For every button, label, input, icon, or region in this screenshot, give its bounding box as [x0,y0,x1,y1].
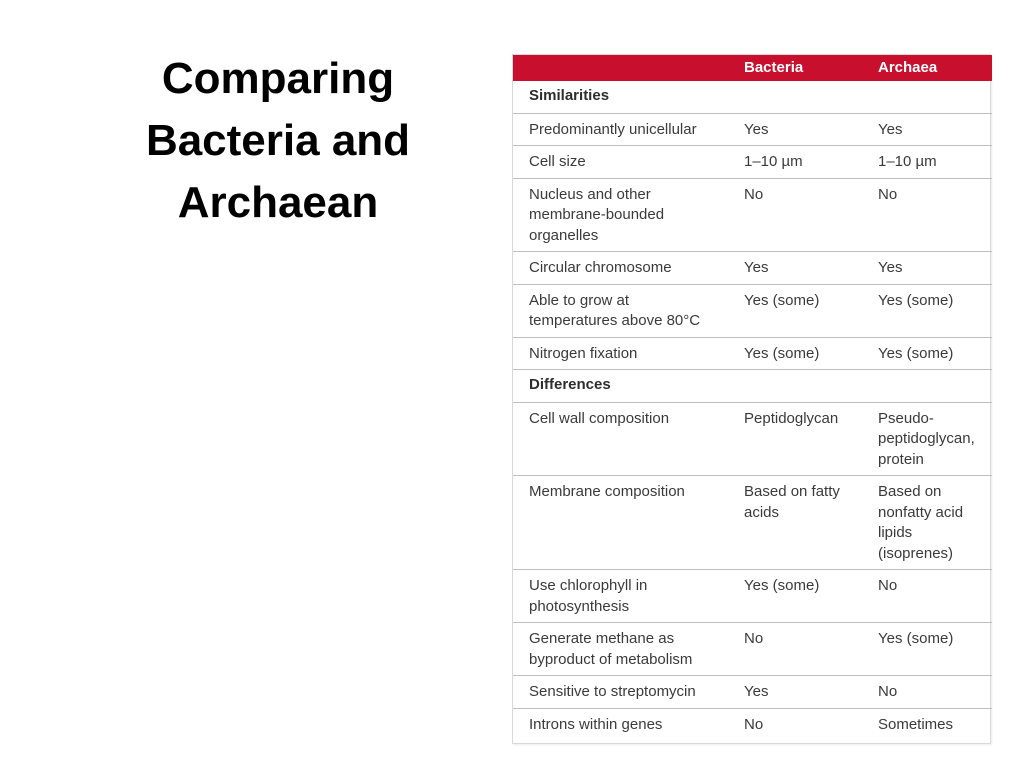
bacteria-cell: Yes (some) [728,337,862,370]
feature-cell: Cell size [513,146,728,179]
archaea-cell: Yes (some) [862,284,992,337]
comparison-table [513,55,992,747]
bacteria-cell: Based on fatty acids [728,476,862,570]
feature-cell: Membrane composition [513,476,728,570]
feature-cell: Generate methane as byproduct of metabolism [513,623,728,676]
feature-cell: Nucleus and other membrane-bounded organelles [513,178,728,252]
table-row [513,284,992,337]
archaea-cell: Yes (some) [862,623,992,676]
table-row [513,476,992,570]
table-row [513,178,992,252]
archaea-cell: No [862,570,992,623]
table-row [513,570,992,623]
section-label: Similarities [529,87,610,104]
feature-cell: Able to grow at temperatures above 80°C [513,284,728,337]
bacteria-cell: Yes [728,676,862,709]
table-row [513,146,992,179]
archaea-cell: Based on nonfatty acid lipids (isoprenes) [862,476,992,570]
table-row [513,252,992,285]
header-bacteria: Bacteria [744,59,804,76]
archaea-cell: Pseudo-peptidoglycan, protein [862,402,992,476]
section-row-similarities [513,81,992,113]
feature-cell: Introns within genes [513,708,728,747]
bacteria-cell: 1–10 µm [728,146,862,179]
header-archaea: Archaea [878,59,938,76]
feature-cell: Predominantly unicellular [513,113,728,146]
archaea-cell: Yes [862,252,992,285]
header-feature [513,55,728,81]
bacteria-cell: No [728,178,862,252]
table-row [513,708,992,747]
comparison-table-container [512,54,991,744]
table-row [513,676,992,709]
table-row [513,402,992,476]
section-row-differences [513,370,992,403]
slide-title [78,48,478,234]
table-row [513,623,992,676]
table-row [513,337,992,370]
feature-cell: Circular chromosome [513,252,728,285]
bacteria-cell: Peptidoglycan [728,402,862,476]
slide-title-line-3: Archaean [177,178,379,227]
slide-title-line-2: Bacteria and [145,116,411,165]
bacteria-cell: Yes (some) [728,570,862,623]
feature-cell: Cell wall composition [513,402,728,476]
archaea-cell: Sometimes [862,708,992,747]
archaea-cell: No [862,178,992,252]
archaea-cell: Yes (some) [862,337,992,370]
table-row [513,113,992,146]
archaea-cell: No [862,676,992,709]
feature-cell: Nitrogen fixation [513,337,728,370]
bacteria-cell: Yes (some) [728,284,862,337]
archaea-cell: Yes [862,113,992,146]
feature-cell: Use chlorophyll in photosynthesis [513,570,728,623]
slide-title-line-1: Comparing [161,54,395,103]
bacteria-cell: Yes [728,252,862,285]
feature-cell: Sensitive to streptomycin [513,676,728,709]
bacteria-cell: Yes [728,113,862,146]
table-header-row [513,55,992,81]
archaea-cell: 1–10 µm [862,146,992,179]
bacteria-cell: No [728,623,862,676]
section-label: Differences [513,370,992,403]
bacteria-cell: No [728,708,862,747]
